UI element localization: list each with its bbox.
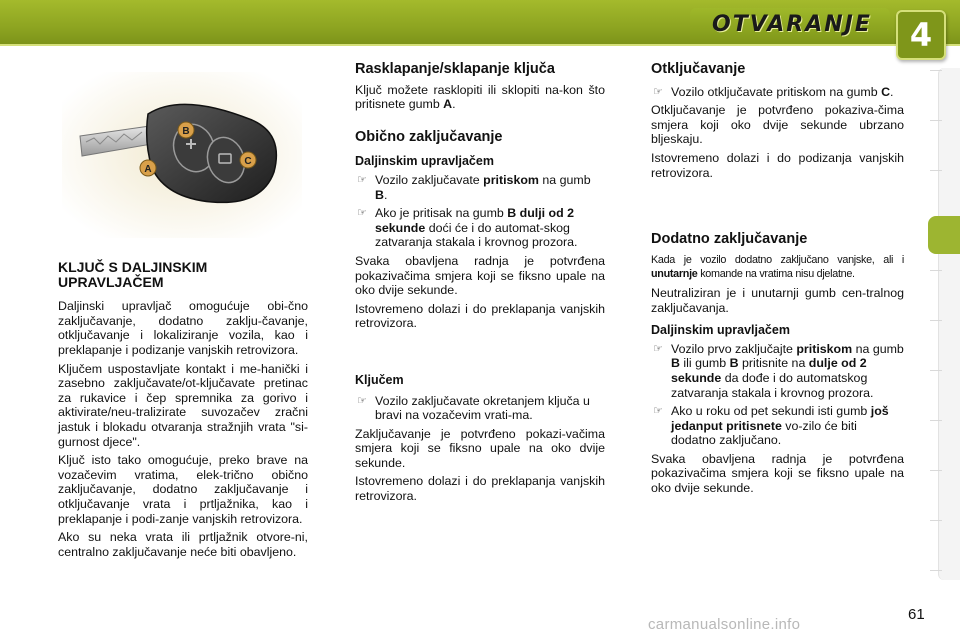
page-number: 61 — [908, 606, 925, 623]
heading-unlocking: Otključavanje — [651, 61, 746, 77]
deadlock-note: Kada je vozilo dodatno zaključano vanjske, ali i unutarnje komande na vratima nisu djelatne. — [651, 253, 904, 281]
heading-central-locking: Obično zaključavanje — [355, 128, 503, 145]
paragraph: Istovremeno dolazi i do preklapanja vanjskih retrovizora. — [355, 474, 605, 504]
bullet-deadlock-second: ☞ Ako u roku od pet sekundi isti gumb još jedanput pritisnete vo-zilo će biti dodatno zaključano. — [653, 404, 889, 448]
footer-watermark: carmanualsonline.info — [648, 616, 801, 633]
key-label-b — [178, 122, 194, 138]
svg-text:B: B — [182, 126, 190, 137]
paragraph: Svaka obavljena radnja je potvrđena pokazivačima smjera koji se fiksno upale na oko dvije sekunde. — [651, 451, 904, 496]
arrow-right-icon: ☞ — [653, 342, 663, 355]
subheading-remote-deadlock: Daljinskim upravljačem — [651, 323, 790, 338]
bullet-deadlock-first: ☞ Vozilo prvo zaključajte pritiskom na gumb B ili gumb B pritisnite na dulje od 2 sekunde da dođe i do automatskog zatvaranja stakala i krovnog prozora. — [653, 341, 904, 400]
paragraph: Istovremeno dolazi i do preklapanja vanjskih retrovizora. — [355, 301, 605, 331]
paragraph: Ako su neka vrata ili prtljažnik otvore-ni, centralno zaključavanje neće biti obavljeno. — [58, 530, 308, 559]
chapter-badge — [896, 10, 946, 60]
chapter-tab-dividers — [930, 70, 960, 580]
chapter-number: 4 — [909, 16, 933, 54]
header-stripe — [0, 44, 960, 46]
middle-column — [355, 62, 605, 508]
left-column — [58, 260, 308, 563]
subheading-key: Ključem — [355, 372, 404, 387]
right-column — [651, 62, 904, 500]
fold-text: Ključ možete rasklopiti ili sklopiti na-kon što pritisnete gumb A. — [355, 82, 605, 112]
bullet-lock-remote: ☞ Vozilo zaključavate pritiskom na gumb B. — [357, 172, 591, 202]
section-heading-remote-key: KLJUČ S DALJINSKIM UPRAVLJAČEM — [58, 259, 208, 290]
heading-deadlocking: Dodatno zaključavanje — [651, 231, 808, 248]
bullet-lock-key: ☞ Vozilo zaključavate okretanjem ključa u bravi na vozačevim vrati-ma. — [357, 393, 590, 423]
bullet-unlock: ☞ Vozilo otključavate pritiskom na gumb C. — [653, 84, 894, 99]
chapter-title: OTVARANJE — [712, 12, 872, 37]
svg-text:C: C — [244, 156, 252, 167]
arrow-right-icon: ☞ — [357, 173, 367, 186]
paragraph: Neutraliziran je i unutarnji gumb cen-tralnog zaključavanja. — [651, 285, 904, 315]
key-label-a — [140, 160, 156, 176]
subheading-remote: Daljinskim upravljačem — [355, 154, 494, 169]
arrow-right-icon: ☞ — [357, 207, 367, 220]
paragraph: Istovremeno dolazi i do podizanja vanjskih retrovizora. — [651, 150, 904, 180]
paragraph: Ključ isto tako omogućuje, preko brave na vozačevim vratima, elek-trično obično zaključavanje, dodatno zaključavanje i otključavanje vrata i prtljažnika, kao i preklapanje i podi-zanje vanjskih retrovizora. — [58, 453, 308, 526]
key-label-c — [240, 152, 256, 168]
paragraph: Svaka obavljena radnja je potvrđena pokazivačima smjera koji se fiksno upale na oko dvije sekunde. — [355, 253, 605, 298]
paragraph: Otključavanje je potvrđeno pokaziva-čima smjera koji oko dvije sekunde ubrzano bljeskaju. — [651, 103, 904, 147]
remote-key-illustration — [62, 72, 302, 238]
paragraph: Daljinski upravljač omogućuje obi-čno zaključavanje, dodatno zaklju-čavanje, otključavanje i lokaliziranje vozila, kao i preklapanje i podizanje vanjskih retrovizora. — [58, 299, 308, 357]
bullet-lock-long-press: ☞ Ako je pritisak na gumb B dulji od 2 sekunde doći će i do automat-skog zatvaranja stakala i krovnog prozora. — [357, 206, 578, 250]
heading-folding: Rasklapanje/sklapanje ključa — [355, 61, 555, 77]
arrow-right-icon: ☞ — [357, 394, 367, 407]
paragraph: Zaključavanje je potvrđeno pokazi-vačima smjera koji se fiksno upale na oko dvije sekunde. — [355, 426, 605, 470]
svg-text:A: A — [144, 164, 152, 175]
arrow-right-icon: ☞ — [653, 405, 663, 418]
arrow-right-icon: ☞ — [653, 85, 663, 98]
paragraph: Ključem uspostavljate kontakt i me-hanički i zasebno zaključavate/ot-ključavate pretinac za rukavice i čep spremnika za gorivo i aktivirate/neu-tralizirate suvozačev zračni jastuk i blokadu otvaranja stražnjih vrata "si-gurnost djece". — [58, 361, 308, 449]
